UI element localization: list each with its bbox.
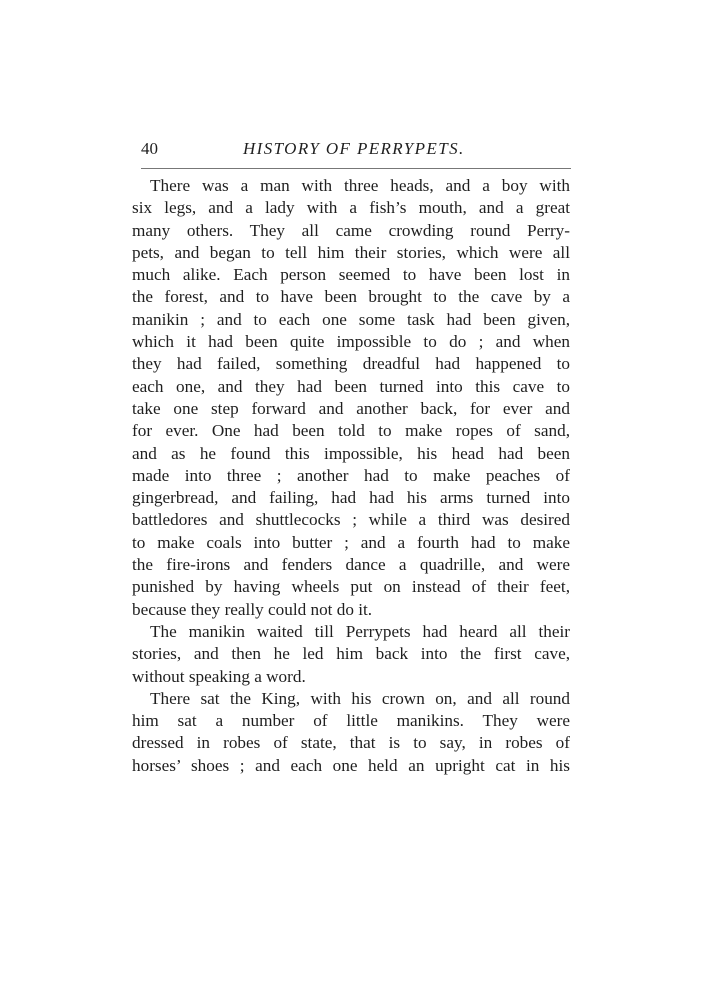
paragraph (132, 175, 570, 621)
text-line: There sat the King, with his crown on, and all round (150, 688, 570, 708)
page-number: 40 (141, 139, 158, 158)
header-rule (141, 168, 571, 169)
text-line: horses’ shoes ; and each one held an upright cat in his (132, 755, 570, 775)
text-line: without speaking a word. (132, 666, 306, 686)
text-line: made into three ; another had to make peaches of (132, 465, 570, 485)
text-line: The manikin waited till Perrypets had heard all their (150, 621, 570, 641)
text-line: and as he found this impossible, his head had been (132, 443, 570, 463)
text-line: battledores and shuttlecocks ; while a third was desired (132, 510, 570, 530)
text-line: six legs, and a lady with a fish’s mouth, and a great (132, 198, 570, 218)
text-line: they had failed, something dreadful had happened to (132, 354, 570, 374)
paragraph (132, 688, 570, 777)
page-header (141, 138, 571, 164)
paragraph (132, 621, 570, 688)
text-line: pets, and began to tell him their stories, which were all (132, 242, 570, 262)
text-line: each one, and they had been turned into this cave to (132, 376, 570, 396)
text-line: stories, and then he led him back into the first cave, (132, 644, 570, 664)
text-line: the forest, and to have been brought to the cave by a (132, 287, 570, 307)
text-line: punished by having wheels put on instead of their feet, (132, 577, 570, 597)
text-line: because they really could not do it. (132, 599, 373, 619)
text-line: take one step forward and another back, for ever and (132, 398, 570, 418)
text-line: many others. They all came crowding round Perry- (132, 220, 570, 240)
text-line: which it had been quite impossible to do ; and when (132, 332, 570, 352)
text-line: gingerbread, and failing, had had his arms turned into (132, 488, 570, 508)
text-line: the fire-irons and fenders dance a quadrille, and were (132, 555, 570, 575)
text-line: There was a man with three heads, and a boy with (150, 176, 570, 195)
text-line: manikin ; and to each one some task had been given, (132, 309, 570, 329)
text-line: him sat a number of little manikins. They were (132, 711, 570, 731)
running-title: HISTORY OF PERRYPETS. (243, 139, 465, 158)
text-line: for ever. One had been told to make ropes of sand, (132, 421, 570, 441)
body-text (132, 175, 570, 777)
text-line: dressed in robes of state, that is to say, in robes of (132, 733, 570, 753)
text-line: much alike. Each person seemed to have been lost in (132, 265, 570, 285)
text-line: to make coals into butter ; and a fourth had to make (132, 532, 570, 552)
